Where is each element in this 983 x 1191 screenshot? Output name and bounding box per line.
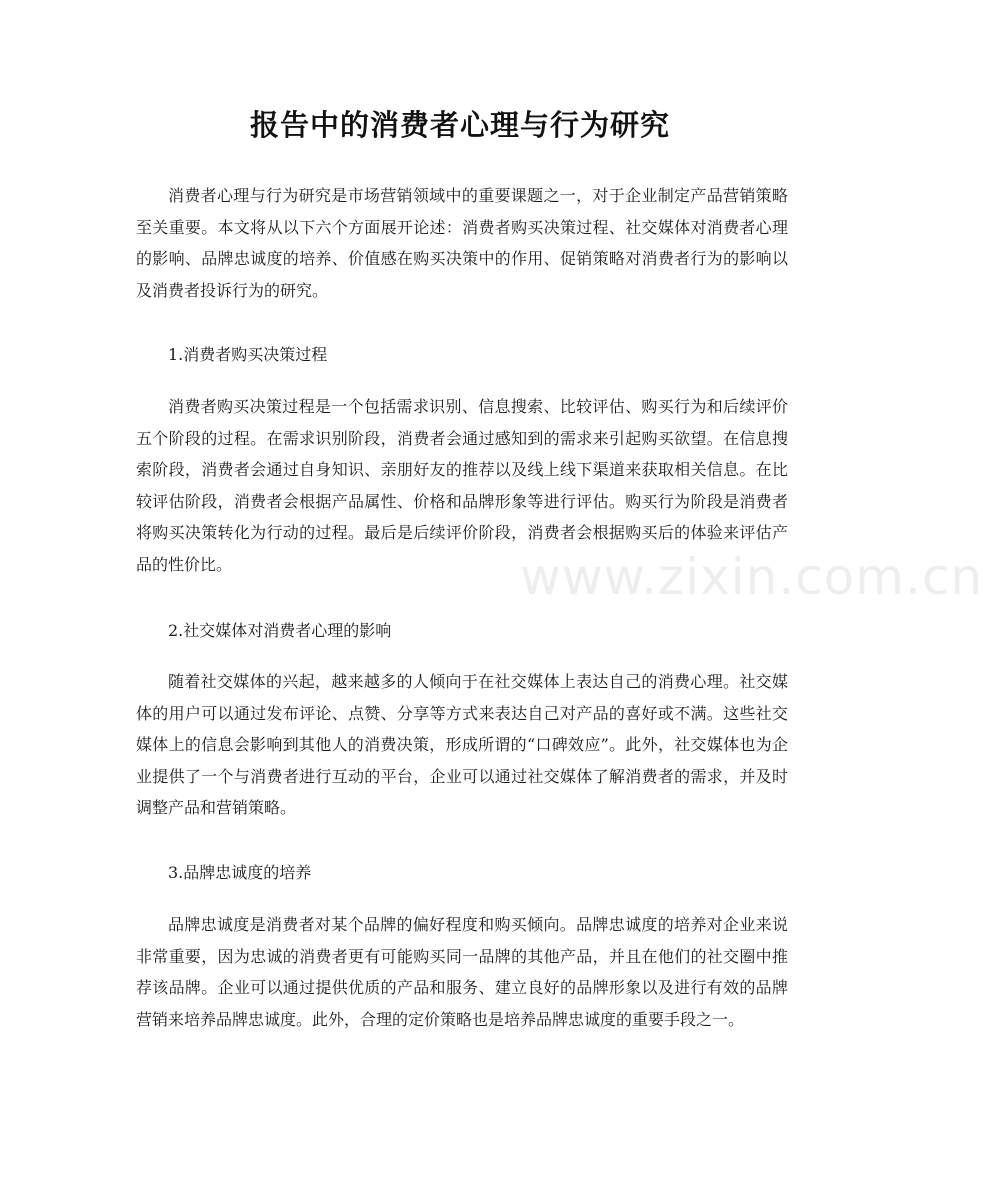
section-3-paragraph: 品牌忠诚度是消费者对某个品牌的偏好程度和购买倾向。品牌忠诚度的培养对企业来说非常重要，因为忠诚的消费者更有可能购买同一品牌的其他产品，并且在他们的社交圈中推荐该品牌。企业可以通过提供优质的产品和服务、建立良好的品牌形象以及进行有效的品牌营销来培养品牌忠诚度。此外，合理的定价策略也是培养品牌忠诚度的重要手段之一。	[136, 915, 788, 1029]
section-3-heading: 3.品牌忠诚度的培养	[168, 863, 312, 882]
section-1-paragraph: 消费者购买决策过程是一个包括需求识别、信息搜索、比较评估、购买行为和后续评价五个阶段的过程。在需求识别阶段，消费者会通过感知到的需求来引起购买欲望。在信息搜索阶段，消费者会通过自身知识、亲朋好友的推荐以及线上线下渠道来获取相关信息。在比较评估阶段，消费者会根据产品属性、价格和品牌形象等进行评估。购买行为阶段是消费者将购买决策转化为行动的过程。最后是后续评价阶段，消费者会根据购买后的体验来评估产品的性价比。	[136, 397, 788, 574]
section-2-paragraph: 随着社交媒体的兴起，越来越多的人倾向于在社交媒体上表达自己的消费心理。社交媒体的用户可以通过发布评论、点赞、分享等方式来表达自己对产品的喜好或不满。这些社交媒体上的信息会影响到其他人的消费决策，形成所谓的“口碑效应”。此外，社交媒体也为企业提供了一个与消费者进行互动的平台，企业可以通过社交媒体了解消费者的需求，并及时调整产品和营销策略。	[136, 672, 788, 818]
watermark-text: www.zixin.com.cn	[520, 548, 983, 606]
section-1-heading: 1.消费者购买决策过程	[168, 345, 328, 364]
intro-paragraph: 消费者心理与行为研究是市场营销领域中的重要课题之一，对于企业制定产品营销策略至关重要。本文将从以下六个方面展开论述：消费者购买决策过程、社交媒体对消费者心理的影响、品牌忠诚度的培养、价值感在购买决策中的作用、促销策略对消费者行为的影响以及消费者投诉行为的研究。	[136, 186, 788, 300]
section-2-heading: 2.社交媒体对消费者心理的影响	[168, 621, 392, 640]
page-title: 报告中的消费者心理与行为研究	[249, 108, 670, 142]
